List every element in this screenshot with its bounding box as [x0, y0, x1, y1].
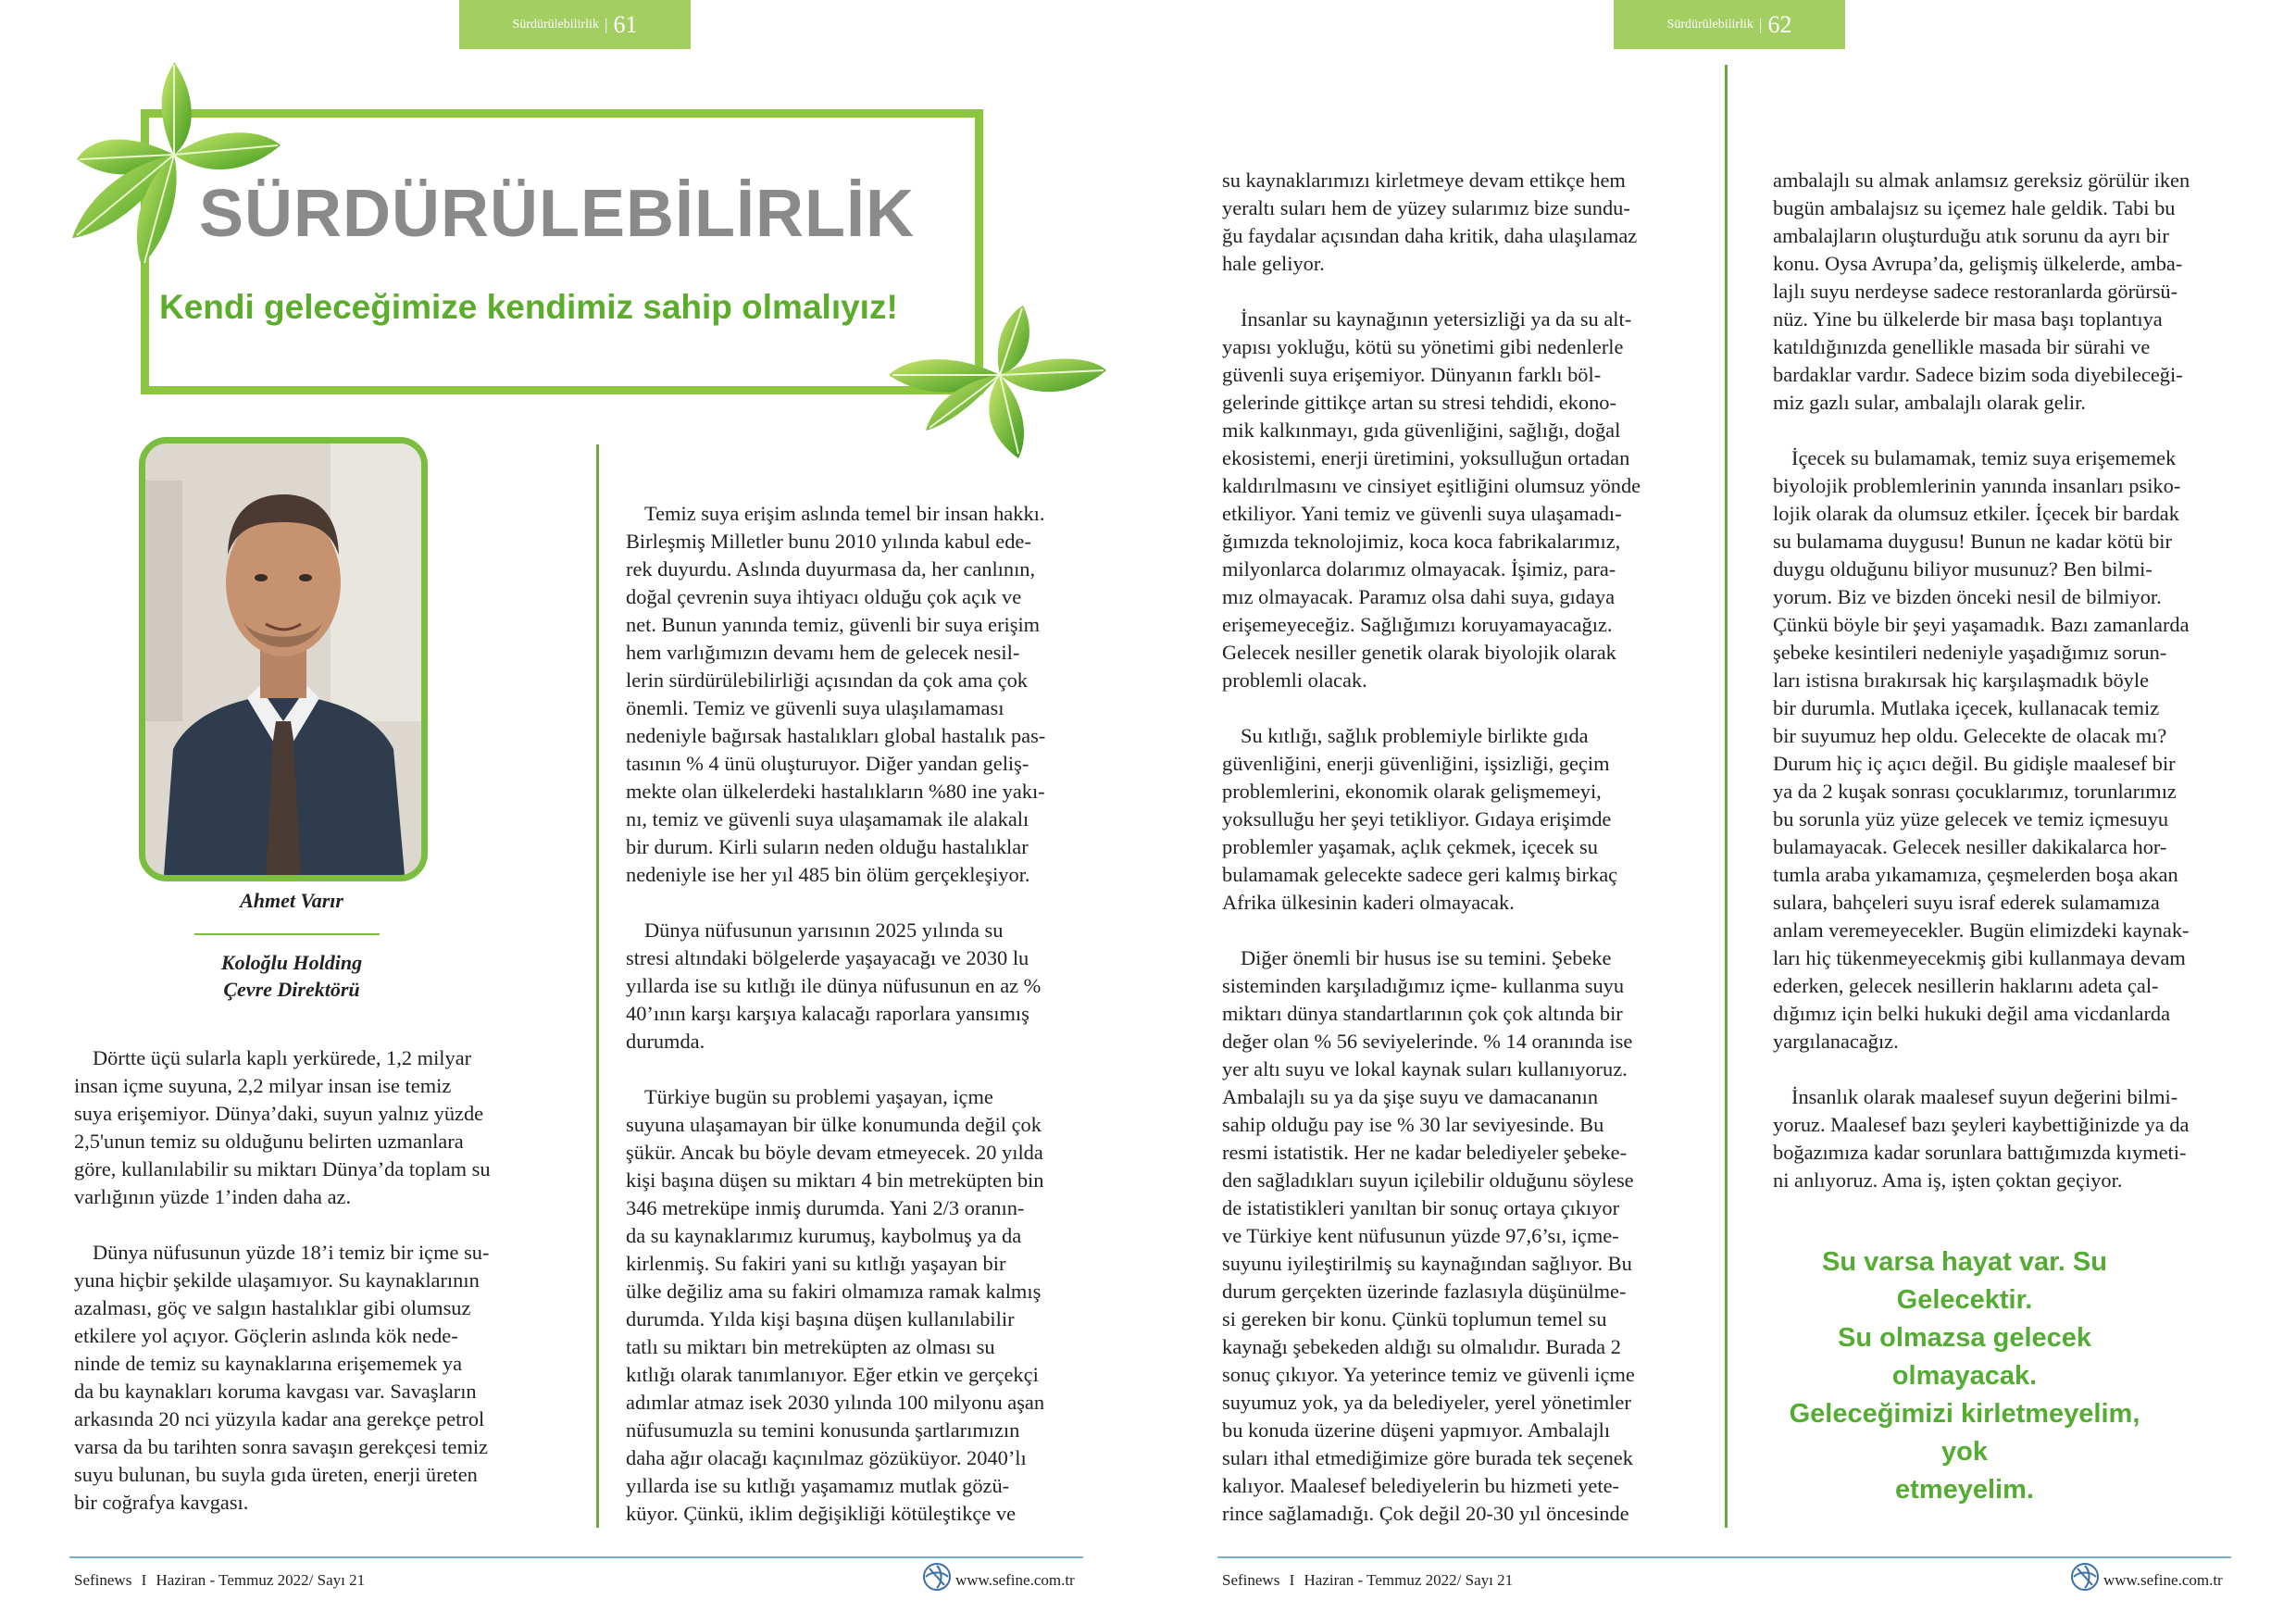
column-divider [596, 444, 599, 1528]
paragraph: Su kıtlığı, sağlık problemiyle birlikte gıda güvenliğini, enerji güvenliğini, işsizliği, geçim problemlerini, ekonomik olarak gelişmemeyi, yoksulluğu her şeyi tetikliyor. Gıdaya erişimde problemler yaşamak, açlık çekmek, içecek su bulamamak gelecekte sadece geri kalmış birkaç Afrika ülkesinin kaderi olmayacak. [1222, 724, 1618, 914]
column-4 [1773, 167, 2254, 1222]
website-link[interactable]: www.sefine.com.tr [2103, 1571, 2223, 1589]
section-tab-separator: | [604, 15, 608, 33]
section-tab-separator: | [1758, 15, 1763, 33]
section-tab-label: Sürdürülebilirlik [1666, 17, 1753, 31]
paragraph: Dörtte üçü sularla kaplı yerkürede, 1,2 milyar insan içme suyuna, 2,2 milyar insan ise temiz suya erişemiyor. Dünya’daki, suyun yalnız yüzde 2,5'unun temiz su olduğunu belirten uzmanlara göre, kullanılabilir su miktarı Dünya’da toplam su varlığının yüzde 1’inden daha az. [74, 1046, 491, 1208]
paragraph: Dünya nüfusunun yüzde 18’i temiz bir içme su- yuna hiçbir şekilde ulaşamıyor. Su kaynaklarının azalması, göç ve salgın hastalıklar gibi olumsuz etkilere yol açıyor. Göçlerin aslında kök nede- ninde de temiz su kaynaklarına erişememek ya da bu kaynakları koruma kavgası var. Savaşların arkasında 20 nci yüzyıla kadar ana gerekçe petrol varsa da bu tarihten sonra savaşın gerekçesi temiz suyu bulunan, bu suyla gıda üreten, enerji üreten bir coğrafya kavgası. [74, 1241, 490, 1514]
sefine-logo-icon [922, 1562, 952, 1592]
sefine-logo-icon [2070, 1562, 2100, 1592]
author-divider [194, 933, 380, 935]
footer-rule [1217, 1556, 2231, 1558]
article-title: SÜRDÜRÜLEBİLİRLİK [199, 177, 915, 251]
issue-info: Haziran - Temmuz 2022/ Sayı 21 [156, 1571, 366, 1589]
issue-info: Haziran - Temmuz 2022/ Sayı 21 [1304, 1571, 1514, 1589]
section-tab-right [1614, 0, 1845, 49]
website-link[interactable]: www.sefine.com.tr [955, 1571, 1075, 1589]
page-number: 62 [1767, 10, 1792, 38]
paragraph: İçecek su bulamamak, temiz suya erişememek biyolojik problemlerinin yanında insanları psiko- lojik olarak da olumsuz etkiler. İçecek bir bardak su bulamama duygusu! Bunun ne kadar kötü bir duygu olduğunu biliyor musunuz? Ben bilmi- yorum. Biz ve bizden önceki nesil de bilmiyor. Çünkü böyle bir şeyi yaşamadık. Bazı zamanlarda şebeke kesintileri nedeniyle yaşadığımız sorun- ları istisna bırakırsak hiç karşılaşmadık böyle bir durumla. Mutlaka içecek, kullanacak temiz bir suyumuz hep oldu. Gelecekte de olacak mı? Durum hiç iç açıcı değil. Bu gidişle maalesef bir ya da 2 kuşak sonrası çocuklarımız, torunlarımız bu sorunla yüz yüze gelecek ve temiz içmesuyu bulamayacak. Gelecek nesiller dakikalarca hor- tumla araba yıkamamıza, çeşmelerden boşa akan sulara, bahçeleri suyu israf ederek sulamamıza anlam veremeyecekler. Bugün elimizdeki kaynak- ları hiç tükenmeyecekmiş gibi kullanmaya devam ederken, gelecek nesillerin haklarını adeta çal- dığımız için belki hukuki değil ama vicdanlarda yargılanacağız. [1773, 446, 2190, 1053]
author-portrait-image [145, 443, 421, 875]
paragraph: Dünya nüfusunun yarısının 2025 yılında su stresi altındaki bölgelerde yaşayacağı ve 2030 lu yıllarda ise su kıtlığı ile dünya nüfusunun en az % 40’ının karşı karşıya kalacağı raporlara yansımış durumda. [626, 918, 1042, 1053]
footer-info [1222, 1571, 1513, 1590]
paragraph: Diğer önemli bir husus ise su temini. Şebeke sisteminden karşıladığımız içme- kullanma suyu miktarı dünya standartlarının çok çok altında bir değer olan % 56 seviyelerinde. % 14 oranında ise yer altı suyu ve lokal kaynak suları kullanıyoruz. Ambalajlı su ya da şişe suyu ve damacananın sahip olduğu pay ise % 30 lar seviyesinde. Bu resmi istatistik. Her ne kadar belediyeler şebeke- den sağladıkları suyun içilebilir olduğunu söylese de istatistikleri yanıltan bir sonuç ortaya çıkıyor ve Türkiye kent nüfusunun yüzde 97,6’sı, içme- suyunu iyileştirilmiş su kaynağından sağlıyor. Bu durum gerçekten üzerinde fazlasıyla düşünülme- si gereken bir konu. Çünkü toplumun temel su kaynağı şebekeden aldığı su olmalıdır. Burada 2 sonuç çıkıyor. Ya yeterince temiz ve güvenli içme suyumuz yok, ya da belediyeler, yerel yönetimler bu konuda üzerine düşeni yapmıyor. Ambalajlı suları ithal etmediğimize göre burada tek seçenek kalıyor. Maalesef belediyelerin bu hizmeti yete- rince sağlamadığı. Çok değil 20-30 yıl öncesinde [1222, 946, 1635, 1525]
paragraph: Temiz suya erişim aslında temel bir insan hakkı. Birleşmiş Milletler bunu 2010 yılında kabul ede- rek duyurdu. Aslında duyurmasa da, her canlının, doğal çevrenin suya ihtiyacı olduğu çok açık ve net. Bunun yanında temiz, güvenli bir suya erişim hem varlığımızın devamı hem de gelecek nesil- lerin sürdürülebilirliği açısından da çok ama çok önemli. Temiz ve güvenli suya ulaşılamaması nedeniyle bağırsak hastalıkları global hastalık pas- tasının % 4 ünü oluşturuyor. Diğer yandan geliş- mekte olan ülkelerdeki hastalıkların %80 ine yakı- nı, temiz ve güvenli suya ulaşamamak ile alakalı bir durum. Kirli suların neden olduğu hastalıklar nedeniyle ise her yıl 485 bin ölüm gerçekleşiyor. [626, 502, 1046, 886]
paragraph: su kaynaklarımızı kirletmeye devam ettikçe hem yeraltı suları hem de yüzey sularımız bize sundu- ğu faydalar açısından daha kritik, daha ulaşılamaz hale geliyor. [1222, 169, 1638, 275]
column-2 [626, 500, 1107, 1555]
paragraph: İnsanlar su kaynağının yetersizliği ya da su alt- yapısı yokluğu, kötü su yönetimi gibi nedenlerle güvenli suya erişemiyor. Dünyanın farklı böl- gelerinde gittikçe artan su stresi tehdidi, ekono- mik kalkınmayı, gıda güvenliğini, sağlığı, doğal ekosistemi, enerji üretimini, yoksulluğun ortadan kaldırılmasını ve cinsiyet eşitliğini olumsuz yönde etkiliyor. Yani temiz ve güvenli suya ulaşamadı- ğımızda teknolojimiz, koca koca fabrikalarımız, milyonlarca dolarımız olmayacak. İşimiz, para- mız olmayacak. Paramız olsa dahi suya, gıdaya erişemeyeceğiz. Sağlığımızı koruyamayacağız. Gelecek nesiller genetik olarak biyolojik olarak problemli olacak. [1222, 307, 1641, 692]
magazine-name: Sefinews [1222, 1571, 1280, 1589]
pull-quote: Su varsa hayat var. Su Gelecektir. Su olmazsa gelecek olmayacak. Geleceğimizi kirletmeyelim, yok etmeyelim. [1789, 1247, 2140, 1505]
column-divider [1725, 65, 1728, 1528]
section-tab-left [459, 0, 691, 49]
footer-separator: I [141, 1571, 147, 1589]
paragraph: Türkiye bugün su problemi yaşayan, içme suyuna ulaşamayan bir ülke konumunda değil çok şükür. Ancak bu böyle devam etmeyecek. 20 yılda kişi başına düşen su miktarı 4 bin metreküpten bin 346 metreküpe inmiş durumda. Yani 2/3 oranın- da su kaynaklarımız kurumuş, kaybolmuş ya da kirlenmiş. Su fakiri yani su kıtlığı yaşayan bir ülke değiliz ama su fakiri olmamıza ramak kalmış durumda. Yılda kişi başına düşen kullanılabilir tatlı su miktarı bin metreküpten az olması su kıtlığı olarak tanımlanıyor. Eğer etkin ve gerçekçi adımlar atmaz isek 2030 yılında 100 milyonu aşan nüfusumuzla su temini konusunda şartlarımızın daha ağır olacağı kaçınılmaz gözüküyor. 2040’lı yıllarda ise su kıtlığı yaşamamız mutlak gözü- küyor. Çünkü, iklim değişikliği kötüleştikçe ve [626, 1085, 1045, 1525]
footer-separator: I [1289, 1571, 1295, 1589]
section-tab-label: Sürdürülebilirlik [512, 17, 599, 31]
author-name: Ahmet Varır [240, 889, 343, 912]
leaf-cluster-bottom-right-icon [815, 306, 1111, 463]
page-number: 61 [613, 10, 638, 38]
author-photo [139, 437, 428, 881]
author-company: Koloğlu Holding [220, 951, 363, 974]
column-3 [1222, 167, 1703, 1555]
column-1 [74, 1044, 537, 1544]
paragraph: İnsanlık olarak maalesef suyun değerini bilmi- yoruz. Maalesef bazı şeyleri kaybettiğinizde ya da boğazımıza kadar sorunlara battığımızda kıymeti- ni anlıyoruz. Ama iş, işten çoktan geçiyor. [1773, 1085, 2190, 1192]
magazine-name: Sefinews [74, 1571, 132, 1589]
leaf-cluster-top-left-icon [35, 57, 285, 289]
footer-rule [69, 1556, 1083, 1558]
paragraph: ambalajlı su almak anlamsız gereksiz görülür iken bugün ambalajsız su içemez hale geldik. Tabi bu ambalajların oluşturduğu atık sorunu da ayrı bir konu. Oysa Avrupa’da, gelişmiş ülkelerde, amba- lajlı suyu nerdeyse sadece restoranlarda görürsü- nüz. Yine bu ülkelerde bir masa başı toplantıya katıldığınızda genellikle masada bir sürahi ve bardaklar vardır. Sadece bizim soda diyebileceği- miz gazlı sular, ambalajlı olarak gelir. [1773, 169, 2190, 414]
right-page [1148, 0, 2296, 1624]
footer-info [74, 1571, 365, 1590]
article-subtitle: Kendi geleceğimize kendimiz sahip olmalıyız! [159, 288, 898, 326]
author-role: Çevre Direktörü [223, 978, 360, 1001]
